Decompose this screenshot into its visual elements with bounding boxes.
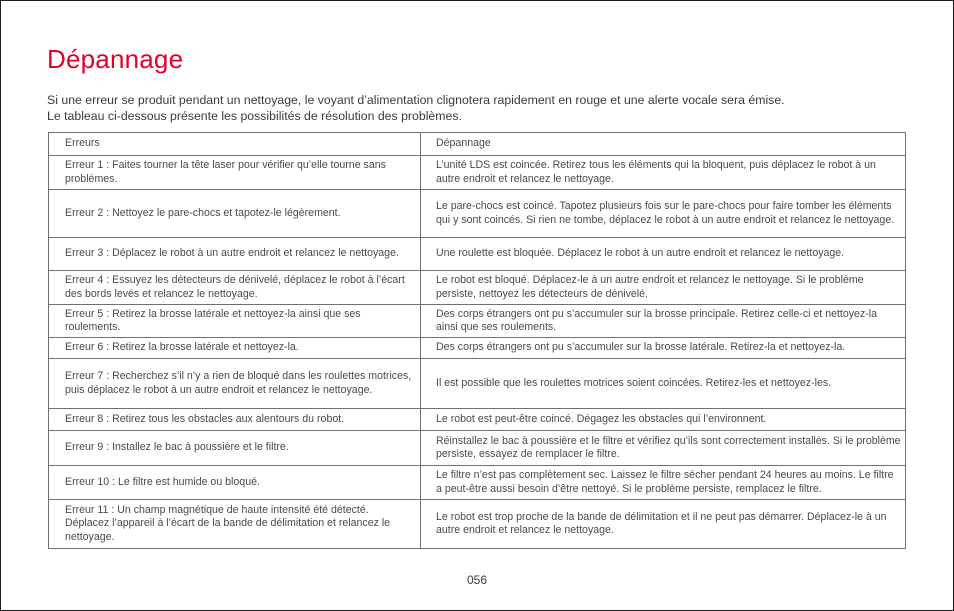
table-row — [49, 338, 906, 359]
table-row — [49, 238, 906, 271]
intro-line-1: Si une erreur se produit pendant un nettoyage, le voyant d’alimentation clignotera rapidement en rouge et une alerte vocale sera émise. — [47, 93, 785, 107]
error-cell: Erreur 6 : Retirez la brosse latérale et nettoyez-la. — [49, 338, 421, 359]
error-cell: Erreur 7 : Recherchez s’il n’y a rien de bloqué dans les roulettes motrices, puis déplacez le robot à un autre endroit et relancez le nettoyage. — [49, 359, 421, 409]
table-row — [49, 305, 906, 338]
table-row — [49, 271, 906, 305]
solution-cell: Le pare-chocs est coincé. Tapotez plusieurs fois sur le pare-chocs pour faire tomber les éléments qui y sont coincés. Si rien ne tombe, déplacez le robot à un autre endroit et relancez le nettoyage. — [421, 190, 906, 238]
table-row — [49, 409, 906, 431]
error-cell: Erreur 9 : Installez le bac à poussière et le filtre. — [49, 431, 421, 466]
page-title: Dépannage — [47, 44, 184, 74]
solution-cell: Une roulette est bloquée. Déplacez le robot à un autre endroit et relancez le nettoyage. — [421, 238, 906, 271]
error-cell: Erreur 3 : Déplacez le robot à un autre endroit et relancez le nettoyage. — [49, 238, 421, 271]
error-cell: Erreur 5 : Retirez la brosse latérale et nettoyez-la ainsi que ses roulements. — [49, 305, 421, 338]
intro-text — [47, 92, 907, 124]
error-cell: Erreur 4 : Essuyez les détecteurs de dénivelé, déplacez le robot à l’écart des bords levés et relancez le nettoyage. — [49, 271, 421, 305]
solution-cell: Le robot est trop proche de la bande de délimitation et il ne peut pas démarrer. Déplacez-le à un autre endroit et relancez le nettoyage. — [421, 500, 906, 549]
solution-cell: Des corps étrangers ont pu s’accumuler sur la brosse principale. Retirez celle-ci et nettoyez-la ainsi que ses roulements. — [421, 305, 906, 338]
error-cell: Erreur 10 : Le filtre est humide ou bloqué. — [49, 466, 421, 500]
table-row — [49, 431, 906, 466]
solution-cell: Le filtre n’est pas complètement sec. Laissez le filtre sécher pendant 24 heures au moins. Le filtre a peut-être aussi besoin d’être nettoyé. Si le problème persiste, remplacez le filtre. — [421, 466, 906, 500]
error-cell: Erreur 11 : Un champ magnétique de haute intensité été détecté. Déplacez l’appareil à l’écart de la bande de délimitation et relancez le nettoyage. — [49, 500, 421, 549]
troubleshooting-table — [48, 132, 906, 549]
table-row — [49, 156, 906, 190]
page-number: 056 — [466, 573, 488, 587]
error-cell: Erreur 8 : Retirez tous les obstacles aux alentours du robot. — [49, 409, 421, 431]
solution-cell: L’unité LDS est coincée. Retirez tous les éléments qui la bloquent, puis déplacez le robot à un autre endroit et relancez le nettoyage. — [421, 156, 906, 190]
solution-cell: Réinstallez le bac à poussière et le filtre et vérifiez qu’ils sont correctement installés. Si le problème persiste, essayez de remplacer le filtre. — [421, 431, 906, 466]
header-solutions: Dépannage — [421, 133, 906, 156]
solution-cell: Le robot est peut-être coincé. Dégagez les obstacles qui l’environnent. — [421, 409, 906, 431]
table-row — [49, 500, 906, 549]
table-row — [49, 190, 906, 238]
table-row — [49, 466, 906, 500]
solution-cell: Des corps étrangers ont pu s’accumuler sur la brosse latérale. Retirez-la et nettoyez-la. — [421, 338, 906, 359]
solution-cell: Il est possible que les roulettes motrices soient coincées. Retirez-les et nettoyez-les. — [421, 359, 906, 409]
solution-cell: Le robot est bloqué. Déplacez-le à un autre endroit et relancez le nettoyage. Si le problème persiste, nettoyez les détecteurs de dénivelé. — [421, 271, 906, 305]
intro-line-2: Le tableau ci-dessous présente les possibilités de résolution des problèmes. — [47, 109, 462, 123]
table-header-row — [49, 133, 906, 156]
table-row — [49, 359, 906, 409]
header-errors: Erreurs — [49, 133, 421, 156]
error-cell: Erreur 1 : Faites tourner la tête laser pour vérifier qu’elle tourne sans problèmes. — [49, 156, 421, 190]
error-cell: Erreur 2 : Nettoyez le pare-chocs et tapotez-le légèrement. — [49, 190, 421, 238]
